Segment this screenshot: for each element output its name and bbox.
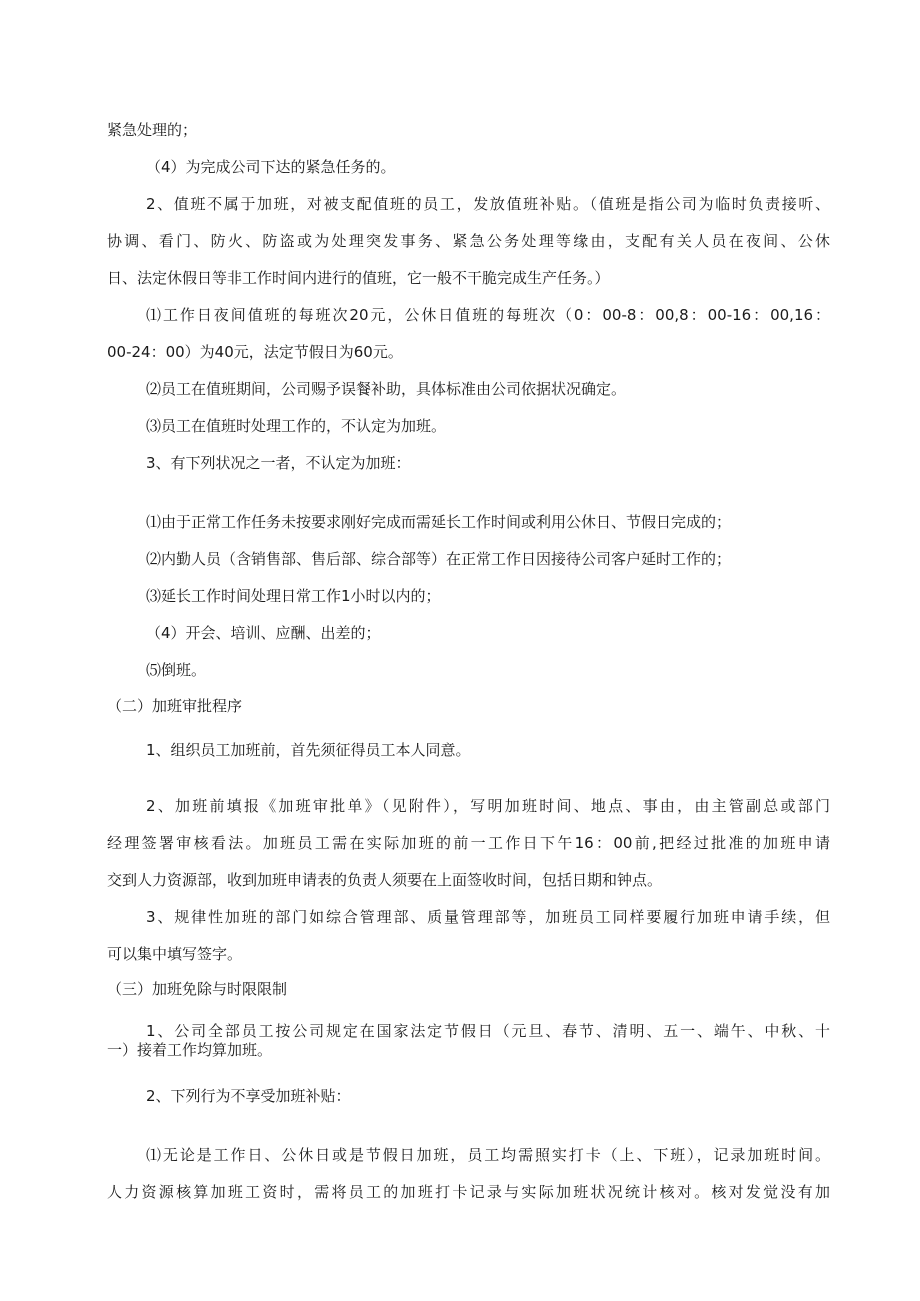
text-line: 协调、看门、防火、防盗或为处理突发事务、紧急公务处理等缘由，支配有关人员在夜间、公休 — [107, 232, 830, 250]
text-line: 2、值班不属于加班，对被支配值班的员工，发放值班补贴。（值班是指公司为临时负责接听、 — [146, 195, 830, 213]
text-line: ⑵内勤人员（含销售部、售后部、综合部等）在正常工作日因接待公司客户延时工作的； — [146, 550, 732, 568]
text-line: ⑶员工在值班时处理工作的，不认定为加班。 — [146, 417, 447, 435]
text-line: ⑸倒班。 — [146, 661, 207, 679]
text-line: ⑴由于正常工作任务未按要求刚好完成而需延长工作时间或利用公休日、节假日完成的； — [146, 513, 732, 531]
text-line: （4）为完成公司下达的紧急任务的。 — [146, 158, 396, 176]
section-heading: （二）加班审批程序 — [107, 697, 243, 715]
text-line: 可以集中填写签字。 — [107, 945, 243, 963]
text-line: 人力资源核算加班工资时，需将员工的加班打卡记录与实际加班状况统计核对。核对发觉没有加 — [107, 1183, 830, 1201]
text-line: 紧急处理的； — [107, 121, 198, 139]
text-line: 一）接着工作均算加班。 — [107, 1041, 273, 1059]
section-heading: （三）加班免除与时限限制 — [107, 980, 288, 998]
text-line: ⑶延长工作时间处理日常工作1小时以内的； — [146, 587, 441, 605]
text-line: 00-24：00）为40元，法定节假日为60元。 — [107, 343, 403, 361]
text-line: 3、规律性加班的部门如综合管理部、质量管理部等，加班员工同样要履行加班申请手续，但 — [146, 908, 830, 926]
text-line: 1、组织员工加班前，首先须征得员工本人同意。 — [146, 741, 471, 759]
text-line: 日、法定休假日等非工作时间内进行的值班，它一般不干脆完成生产任务。） — [107, 269, 610, 287]
text-line: ⑵员工在值班期间，公司赐予误餐补助，具体标准由公司依据状况确定。 — [146, 380, 627, 398]
text-line: ⑴工作日夜间值班的每班次20元，公休日值班的每班次（0：00-8：00,8：00-16：00,16： — [146, 306, 830, 324]
text-line: （4）开会、培训、应酬、出差的； — [146, 624, 381, 642]
text-line: 3、有下列状况之一者，不认定为加班： — [146, 454, 411, 472]
text-line: 2、加班前填报《加班审批单》（见附件），写明加班时间、地点、事由，由主管副总或部门 — [146, 797, 830, 815]
text-line: 1、公司全部员工按公司规定在国家法定节假日（元旦、春节、清明、五一、端午、中秋、十 — [146, 1022, 830, 1040]
text-line: 经理签署审核看法。加班员工需在实际加班的前一工作日下午16：00前,把经过批准的加班申请 — [107, 834, 830, 852]
text-line: ⑴无论是工作日、公休日或是节假日加班，员工均需照实打卡（上、下班），记录加班时间。 — [146, 1146, 830, 1164]
text-line: 交到人力资源部，收到加班申请表的负责人须要在上面签收时间，包括日期和钟点。 — [107, 871, 663, 889]
text-line: 2、下列行为不享受加班补贴： — [146, 1087, 351, 1105]
